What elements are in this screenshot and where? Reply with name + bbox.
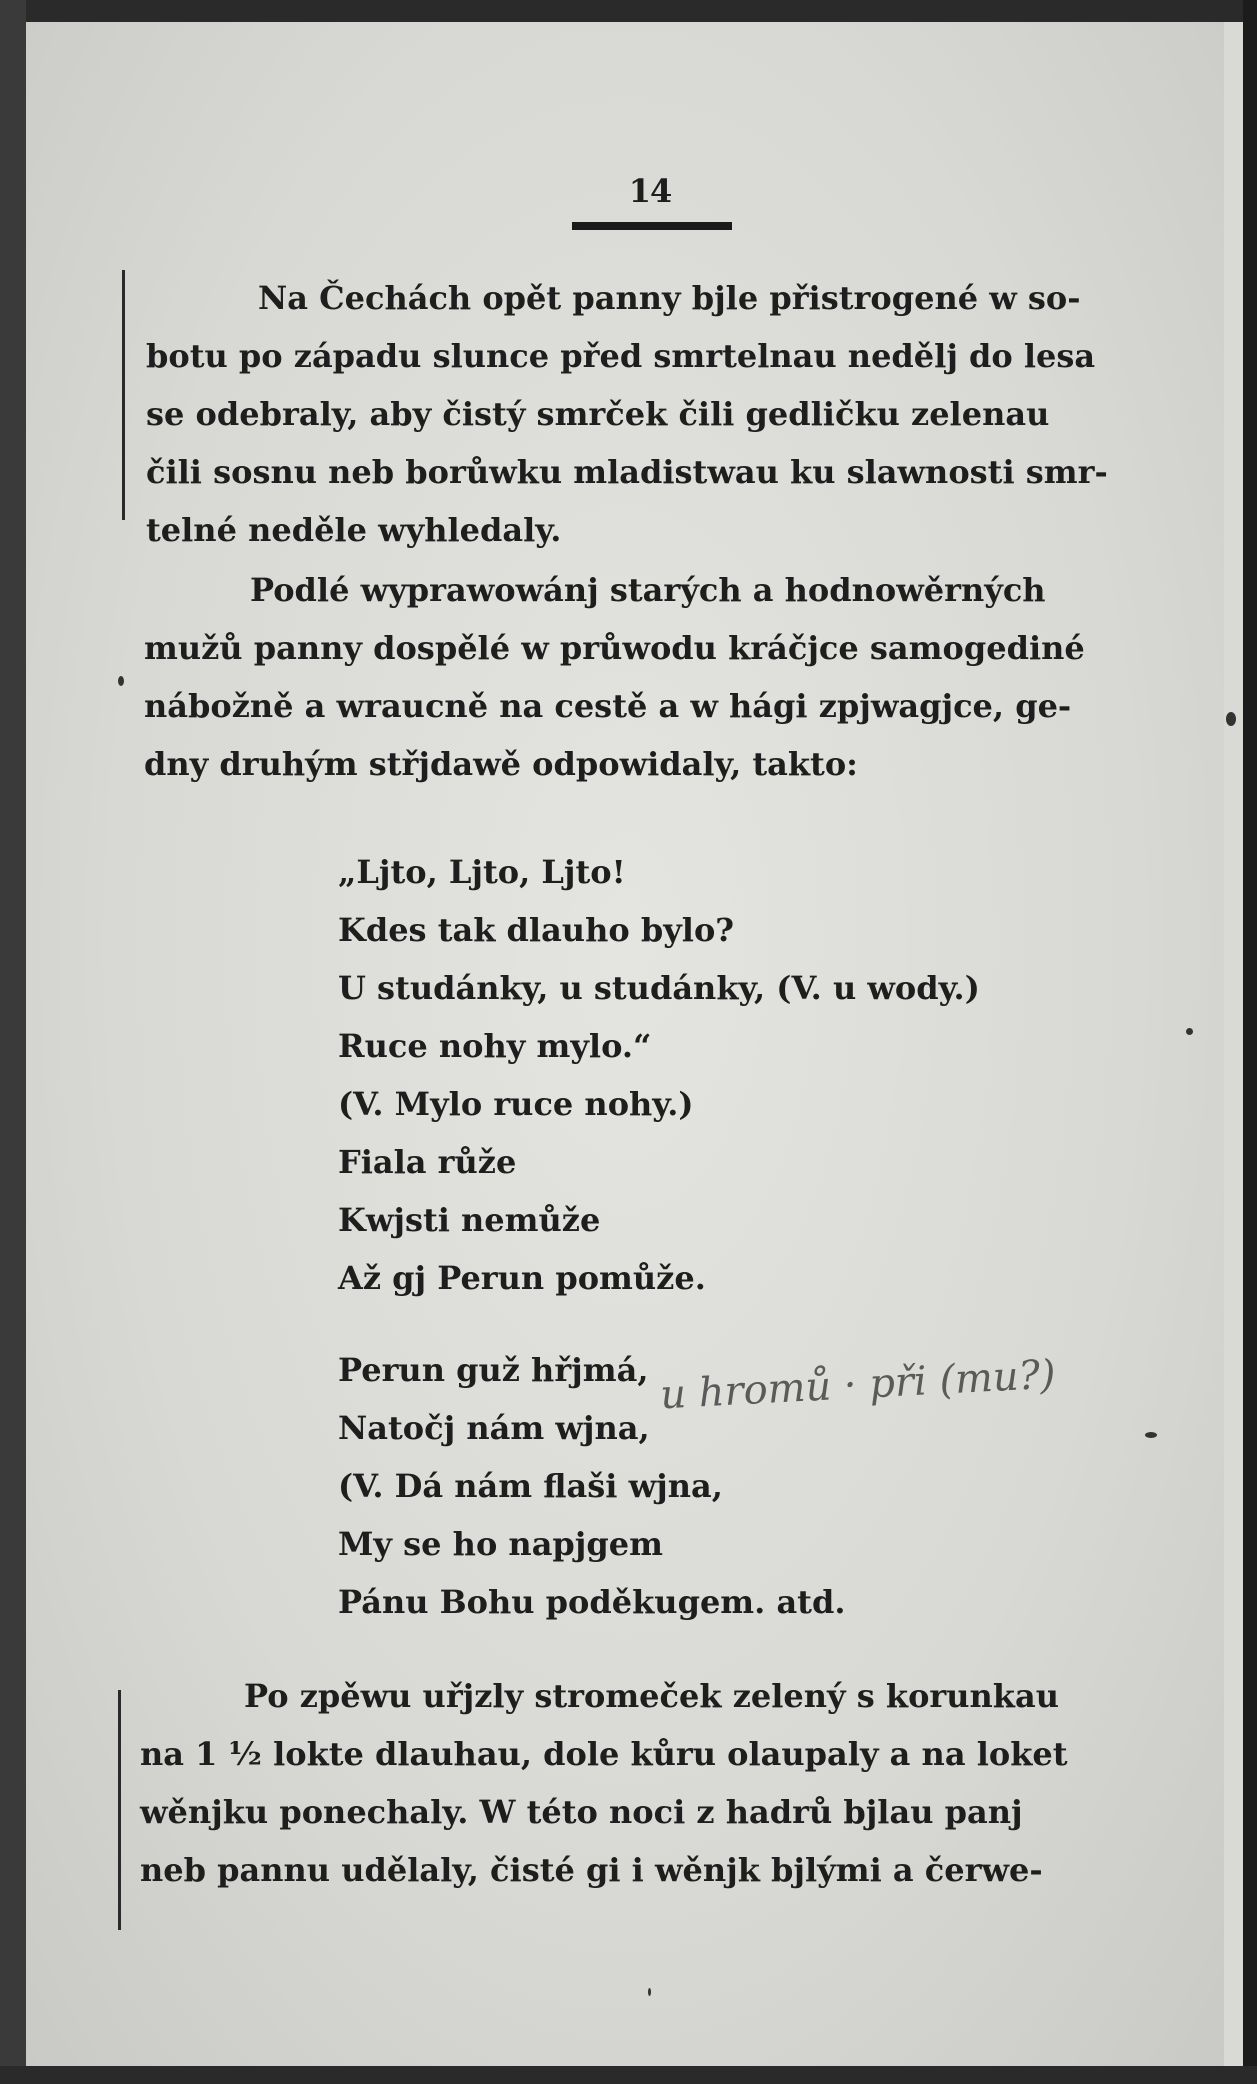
scan-border-bottom [0,2066,1257,2084]
verse-line: Natočj nám wjna, [338,1409,650,1447]
verse-line: U studánky, u studánky, (V. u wody.) [338,969,980,1007]
text-line: Podlé wyprawowánj starých a hodnowěrných [250,571,1046,609]
text-line: botu po západu slunce před smrtelnau nedělj do lesa [146,337,1096,375]
scan-border-left [0,0,26,2084]
scan-speck [1186,1028,1193,1035]
verse-line: (V. Dá nám flaši wjna, [338,1467,723,1505]
text-line: neb pannu udělaly, čisté gi i wěnjk bjlými a čerwe- [140,1851,1043,1889]
page-number: 14 [628,172,672,210]
page-number-rule [572,222,732,230]
scan-speck [1145,1432,1157,1438]
verse-line: (V. Mylo ruce nohy.) [338,1085,694,1123]
scan-speck [1226,712,1236,726]
text-line: wěnjku ponechaly. W této noci z hadrů bjlau panj [140,1793,1023,1831]
margin-mark-bottom [118,1690,121,1930]
verse-line: Pánu Bohu poděkugem. atd. [338,1583,846,1621]
scan-speck [648,1988,651,1996]
text-line: mužů panny dospělé w průwodu kráčjce samogediné [144,629,1085,667]
text-line: se odebraly, aby čistý smrček čili gedličku zelenau [146,395,1050,433]
scan-speck [118,676,124,686]
text-line: nábožně a wraucně na cestě a w hági zpjwagjce, ge- [144,687,1072,725]
text-line: Po zpěwu uřjzly stromeček zelený s korunkau [244,1677,1059,1715]
verse-line: Perun guž hřjmá, [338,1351,649,1389]
text-line: čili sosnu neb borůwku mladistwau ku slawnosti smr- [146,453,1108,491]
verse-line: Kdes tak dlauho bylo? [338,911,735,949]
text-line: telné neděle wyhledaly. [146,511,562,549]
scan-border-right [1243,0,1257,2084]
verse-line: „Ljto, Ljto, Ljto! [338,853,626,891]
verse-line: Až gj Perun pomůže. [338,1259,706,1297]
text-line: na 1 ½ lokte dlauhau, dole kůru olaupaly a na loket [140,1735,1068,1773]
handwritten-annotation: u hromů · při (mu?) [659,1351,1057,1419]
scan-border-top [0,0,1257,22]
verse-line: Kwjsti nemůže [338,1201,601,1239]
text-line: dny druhým střjdawě odpowidaly, takto: [144,745,858,783]
margin-mark-top [122,270,125,520]
verse-line: My se ho napjgem [338,1525,663,1563]
verse-line: Ruce nohy mylo.“ [338,1027,652,1065]
verse-line: Fiala růže [338,1143,517,1181]
text-line: Na Čechách opět panny bjle přistrogené w so- [258,279,1081,317]
